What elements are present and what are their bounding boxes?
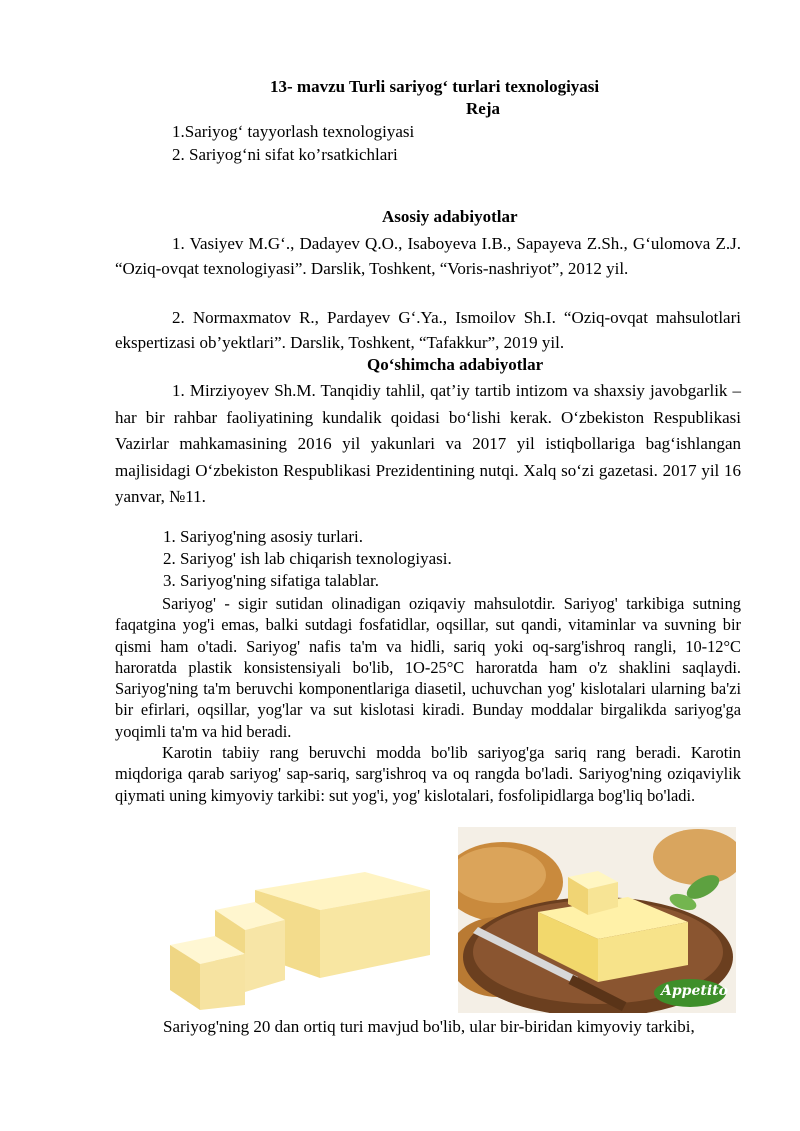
paragraph-carotene: Karotin tabiiy rang beruvchi modda bo'lib sariyog'ga sariq rang beradi. Karotin miqdoriga qarab sariyog' sap-sariq, sarg'ishroq va oq rangda bo'ladi. Sariyog'ning oziqaviylik qiymati uning kimyoviy tarkibi: sut yog'i, yog' kislotalari, fosfolipidlarga bog'liq bo'ladi.	[115, 743, 741, 805]
topic-item-2: 2. Sariyog' ish lab chiqarish texnologiyasi.	[163, 549, 452, 568]
appetito-logo-text: Appetito	[661, 983, 728, 999]
extra-literature-heading: Qo‘shimcha adabiyotlar	[367, 355, 544, 374]
topic-item-3: 3. Sariyog'ning sifatiga talablar.	[163, 571, 379, 590]
last-line-text: Sariyog'ning 20 dan ortiq turi mavjud bo'lib, ular bir-biridan kimyoviy tarkibi,	[163, 1017, 695, 1036]
plan-item-1: 1.Sariyog‘ tayyorlash texnologiyasi	[172, 122, 415, 141]
topic-item-1: 1. Sariyog'ning asosiy turlari.	[163, 527, 363, 546]
paragraph-butter-composition: Sariyog' - sigir sutidan olinadigan oziqaviy mahsulotdir. Sariyog' tarkibiga sutning faqatgina yog'i emas, balki sutdagi fosfatidlar, oqsillar, sut qandi, vitaminlar va suvning bir qismi ham o'tadi. Sariyog' nafis ta'm va hidli, sariq yoki oq-sarg'ishroq rangli, 10-12°C haroratda plastik konsistensiyali bo'lib, 1O-25°C haroratda ham o'z shaklini saqlaydi. Sariyog'ning ta'm beruvchi komponentlariga diasetil, uchuvchan yog' kislotalari ularning ba'zi bir efirlari, oqsillar, yog'lar va sut kislotasi kiradi. Bunday moddalar birgalikda sariyog'ga yoqimli ta'm va hid beradi.	[115, 594, 741, 741]
plan-item-2: 2. Sariyog‘ni sifat ko’rsatkichlari	[172, 145, 398, 164]
plan-heading: Reja	[466, 99, 500, 118]
butter-bread-photo	[458, 827, 736, 1013]
main-literature-item-2: 2. Normaxmatov R., Pardayev G‘.Ya., Ismoilov Sh.I. “Oziq-ovqat mahsulotlari ekspertizasi ob’yektlari”. Darslik, Toshkent, “Tafakkur”, 2019 yil.	[115, 308, 741, 352]
main-literature-item-1: 1. Vasiyev M.G‘., Dadayev Q.O., Isaboyeva I.B., Sapayeva Z.Sh., G‘ulomova Z.J. “Oziq-ovqat texnologiyasi”. Darslik, Toshkent, “Voris-nashriyot”, 2012 yil.	[115, 234, 741, 278]
butter-block-illustration	[160, 850, 445, 1010]
main-literature-heading: Asosiy adabiyotlar	[382, 207, 518, 226]
butter-block-image	[160, 850, 445, 1010]
page-title: 13- mavzu Turli sariyog‘ turlari texnologiyasi	[270, 77, 600, 96]
extra-literature-item-1: 1. Mirziyoyev Sh.M. Tanqidiy tahlil, qat’iy tartib intizom va shaxsiy javobgarlik – har bir rahbar faoliyatining kundalik qoidasi bo‘lishi kerak. O‘zbekiston Respublikasi Vazirlar mahkamasining 2016 yil yakunlari va 2017 yil istiqbollariga bag‘ishlangan majlisidagi O‘zbekiston Respublikasi Prezidentining nutqi. Xalq so‘zi gazetasi. 2017 yil 16 yanvar, №11.	[115, 381, 741, 506]
